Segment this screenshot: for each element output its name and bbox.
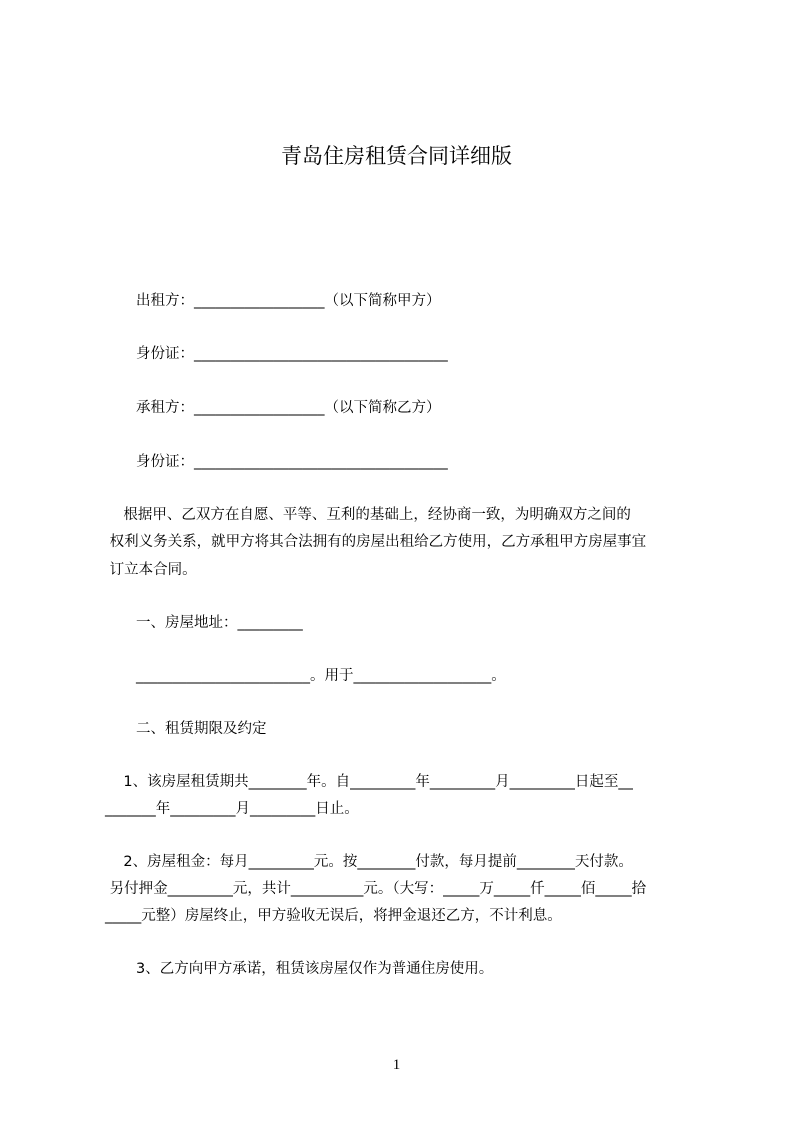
lessor-field: 出租方：__________________（以下简称甲方） [136,293,441,309]
clause2-line-1: 2、房屋租金：每月_________元。按________付款，每月提前________天付款。 [105,854,633,870]
document-title: 青岛住房租赁合同详细版 [281,144,512,168]
lessee-id-field: 身份证：___________________________________ [136,454,448,470]
page-number: 1 [392,1057,401,1073]
lessee-field: 承租方：__________________（以下简称乙方） [136,400,441,416]
clause2-line-2: 另付押金_________元，共计__________元。（大写：_____万_____仟_____佰_____拾 [105,881,647,897]
section1-address-line: ________________________。用于___________________。 [136,668,506,684]
clause2-line-3: _____元整）房屋终止，甲方验收无误后，将押金退还乙方，不计利息。 [105,908,562,924]
clause3: 3、乙方向甲方承诺，租赁该房屋仅作为普通住房使用。 [136,961,494,977]
intro-line-3: 订立本合同。 [105,562,197,578]
clause1-line-1: 1、该房屋租赁期共________年。自_________年_________月_________日起至__ [105,774,633,790]
clause1-line-2: _______年_________月_________日止。 [105,801,359,817]
intro-line-1: 根据甲、乙双方在自愿、平等、互利的基础上，经协商一致，为明确双方之间的 [105,507,631,523]
intro-line-2: 权利义务关系，就甲方将其合法拥有的房屋出租给乙方使用，乙方承租甲方房屋事宜 [105,534,647,550]
section2-heading: 二、租赁期限及约定 [136,721,267,737]
lessor-id-field: 身份证：___________________________________ [136,346,448,362]
section1-heading: 一、房屋地址：_________ [136,615,303,631]
